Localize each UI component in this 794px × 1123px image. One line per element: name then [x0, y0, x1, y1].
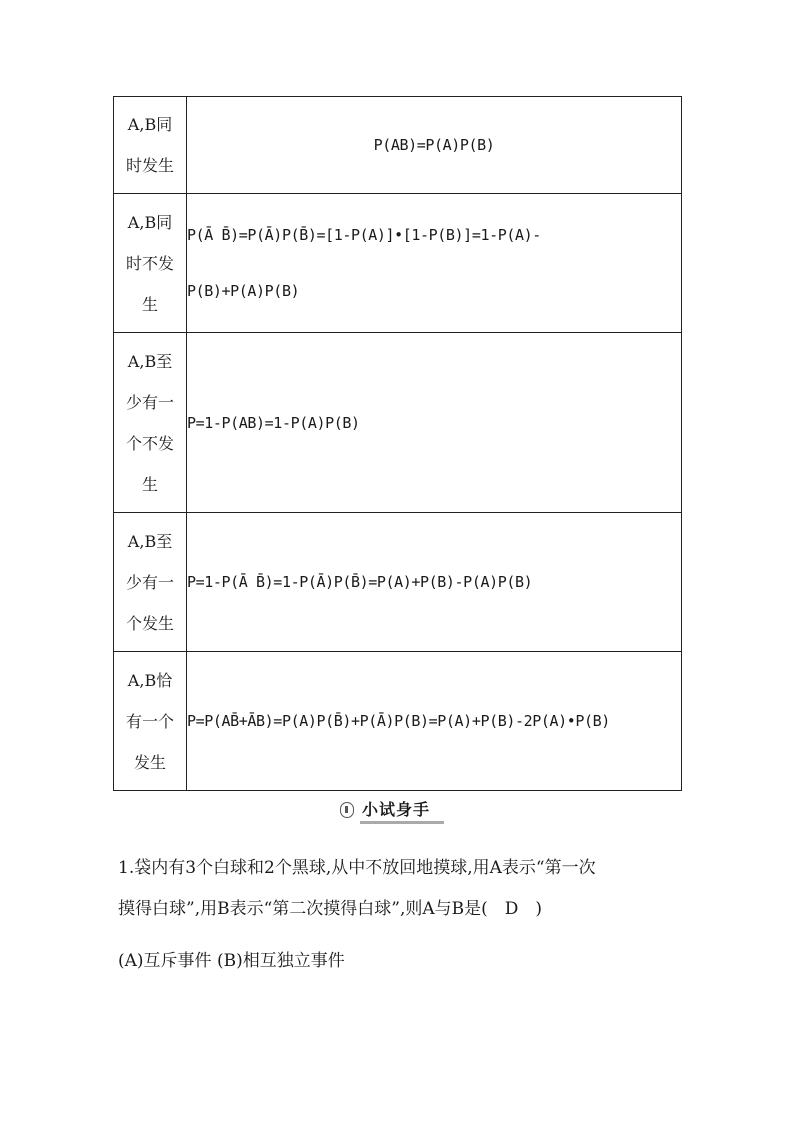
formula-cell	[187, 194, 682, 333]
condition-text: A,B至	[127, 351, 173, 371]
question-options: (A)互斥事件 (B)相互独立事件	[118, 951, 345, 971]
condition-text: 时不发	[125, 253, 174, 273]
condition-text: A,B同	[127, 115, 173, 134]
table-row	[114, 97, 682, 194]
condition-text: 生	[141, 294, 158, 314]
formula-text: P=1-P(AB)=1-P(A)P(B)	[187, 413, 360, 432]
formula-cell	[187, 513, 682, 652]
condition-text: 个不发	[125, 433, 174, 453]
table-row	[114, 652, 682, 791]
question-line-2: 摸得白球”,用B表示“第二次摸得白球”,则A与B是( D )	[118, 899, 543, 919]
condition-text: A,B至	[127, 531, 173, 551]
condition-cell	[114, 652, 187, 791]
condition-text: 时发生	[125, 156, 174, 175]
condition-cell	[114, 333, 187, 513]
condition-text: 生	[141, 474, 158, 494]
question-1	[118, 848, 688, 930]
section-title: 小试身手	[360, 797, 444, 824]
probability-formula-table	[113, 96, 682, 791]
condition-text: 少有一	[125, 392, 174, 412]
condition-text: 发生	[133, 752, 166, 772]
formula-text: P=1-P(Ā B̄)=1-P(Ā)P(B̄)=P(A)+P(B)-P(A)P(B)	[187, 573, 533, 591]
condition-cell	[114, 97, 187, 194]
pin-icon	[340, 802, 354, 818]
formula-cell	[187, 652, 682, 791]
condition-text: 有一个	[125, 711, 174, 731]
question-line-1: 1.袋内有3个白球和2个黑球,从中不放回地摸球,用A表示“第一次	[118, 858, 596, 878]
formula-cell	[187, 97, 682, 194]
formula-text: P(Ā B̄)=P(Ā)P(B̄)=[1-P(A)]•[1-P(B)]=1-P(A)-	[187, 226, 541, 244]
formula-text: P(B)+P(A)P(B)	[187, 282, 300, 300]
formula-cell	[187, 333, 682, 513]
condition-cell	[114, 194, 187, 333]
formula-text: P=P(AB̄+ĀB)=P(A)P(B̄)+P(Ā)P(B)=P(A)+P(B)-2P(A)•P(B)	[187, 712, 610, 730]
section-badge	[340, 799, 452, 821]
condition-text: A,B恰	[127, 670, 173, 690]
table-row	[114, 194, 682, 333]
table-row	[114, 333, 682, 513]
condition-text: A,B同	[127, 212, 173, 232]
formula-text: P(AB)=P(A)P(B)	[373, 136, 495, 154]
condition-text: 个发生	[125, 613, 174, 633]
condition-text: 少有一	[125, 572, 174, 592]
table-row	[114, 513, 682, 652]
condition-cell	[114, 513, 187, 652]
